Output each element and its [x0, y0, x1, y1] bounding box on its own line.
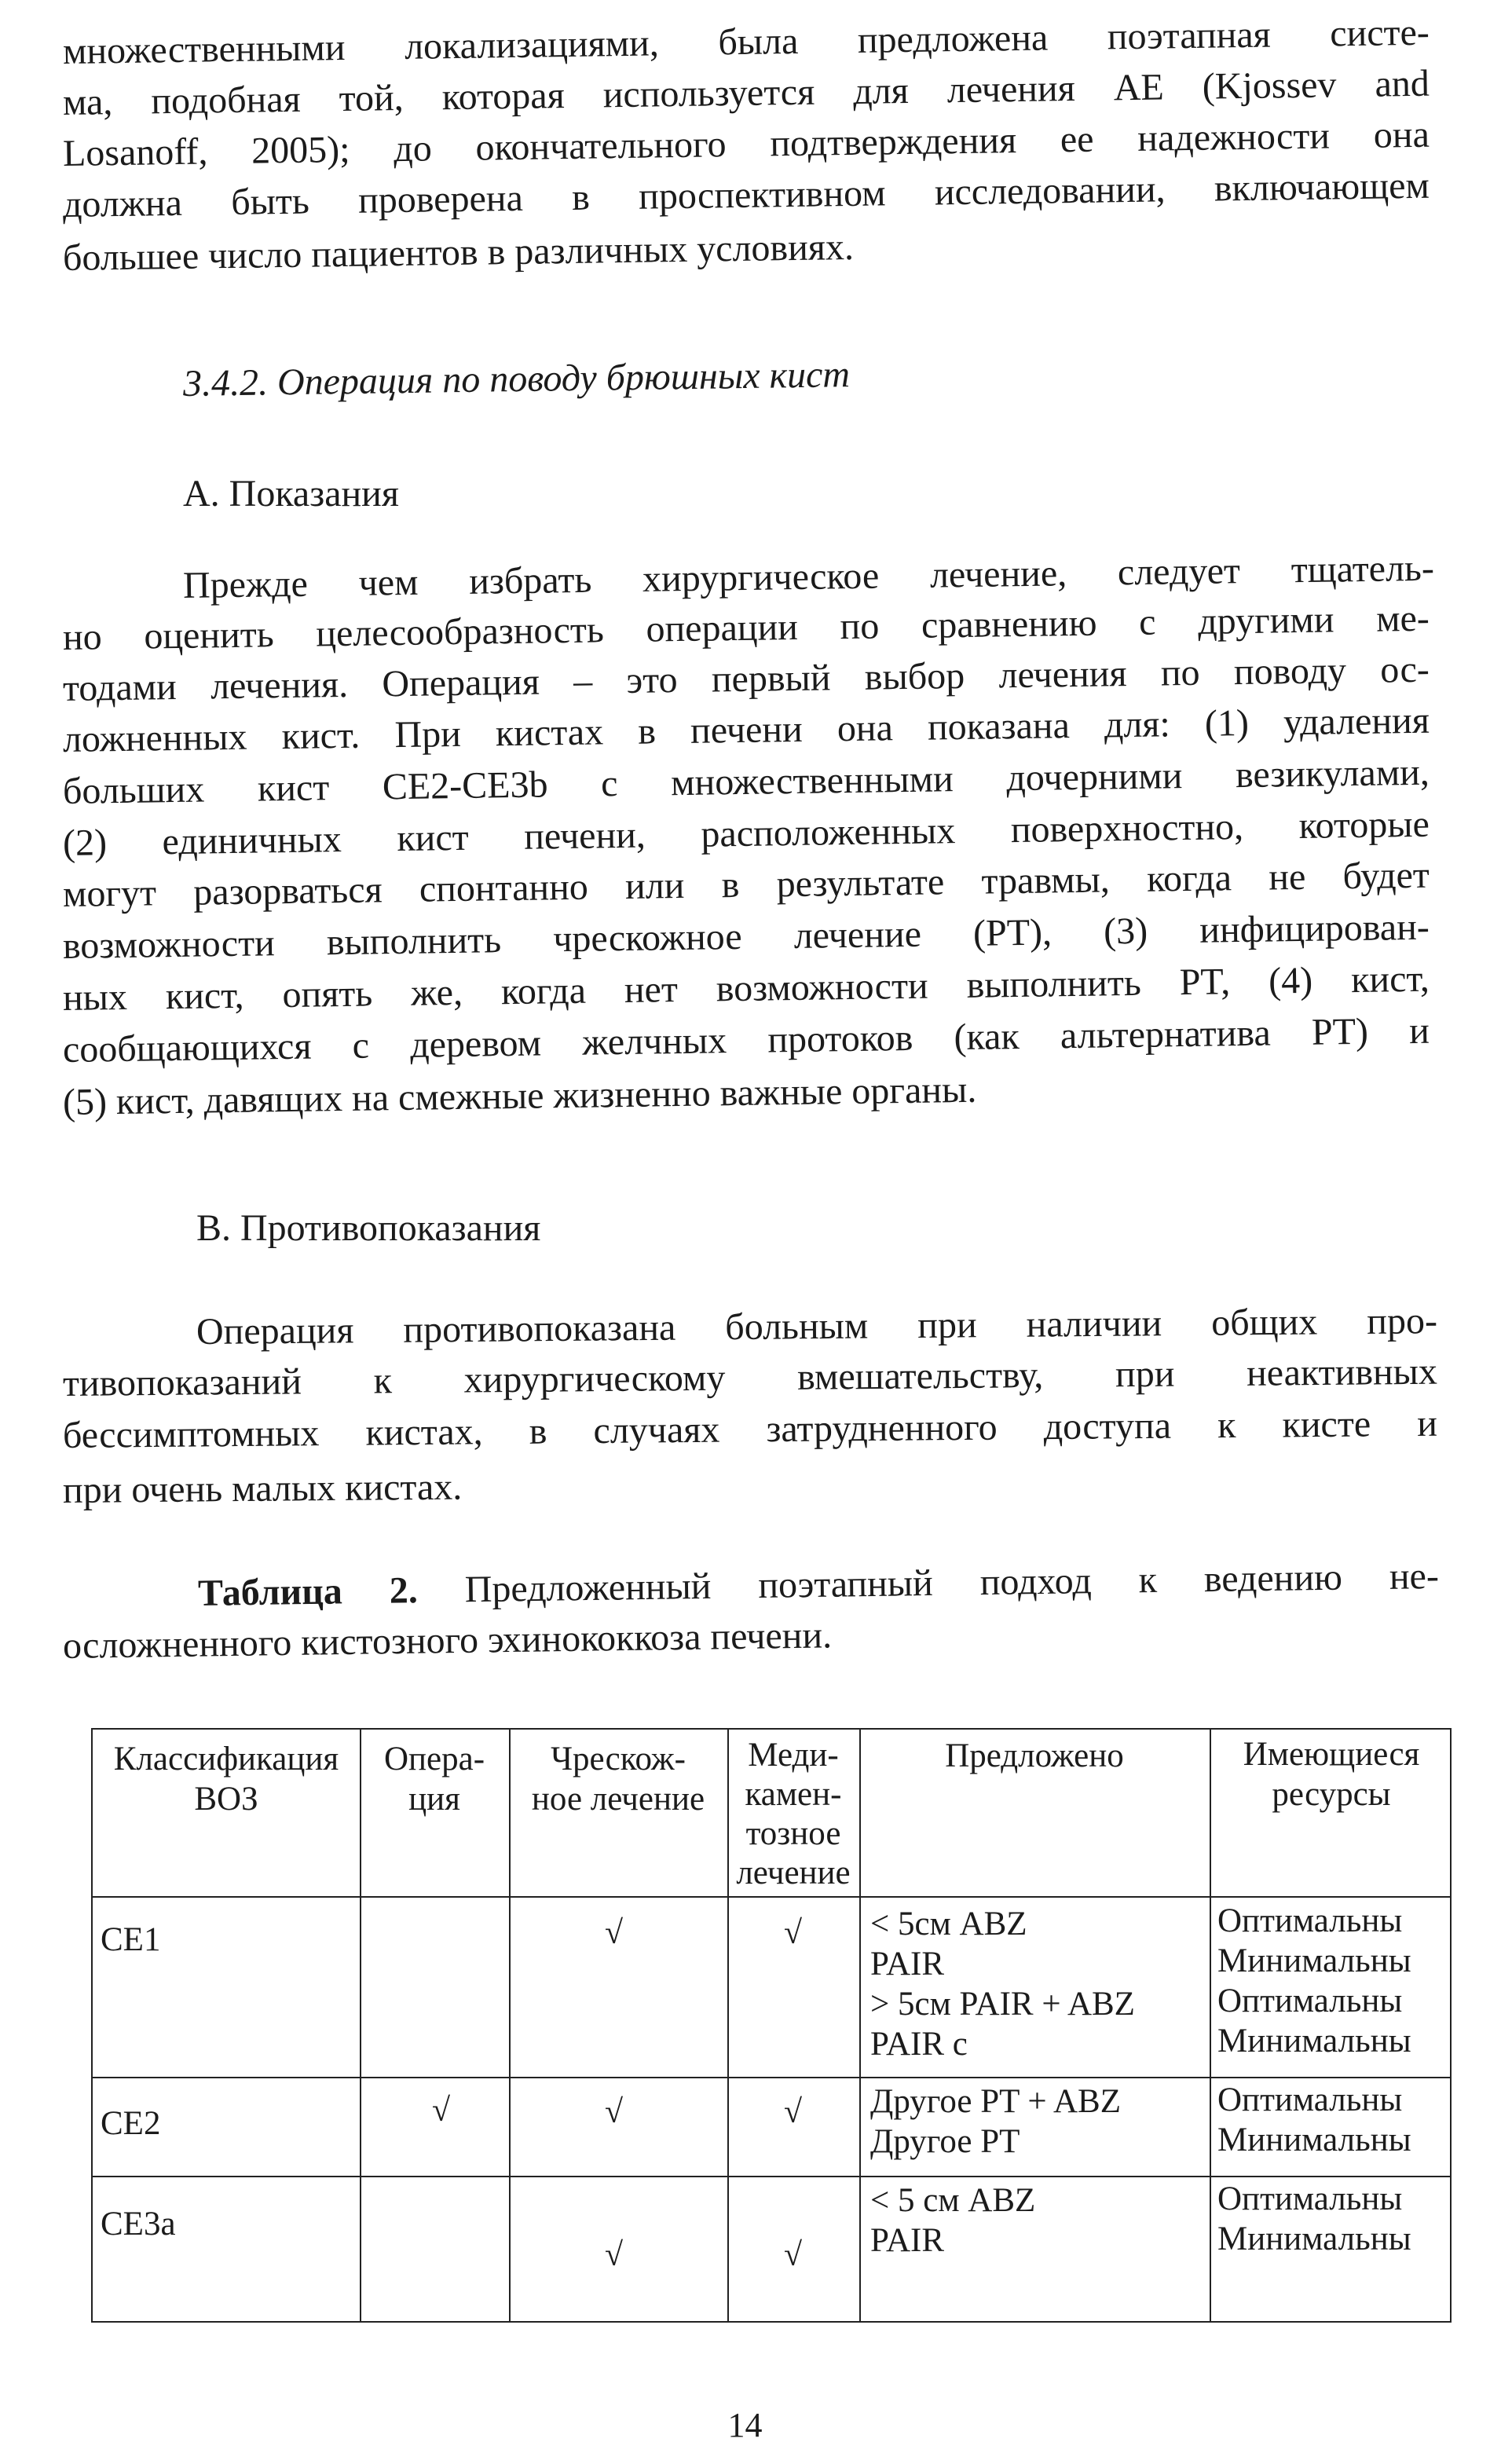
check-mark: √	[605, 2237, 624, 2273]
row-ce2-proposed: Другое PT + ABZ Другое PT	[870, 2083, 1121, 2160]
table-grid-line	[93, 1896, 1450, 1898]
text-line: бессимптомных кистах, в случаях затрудненного доступа к кисте и	[62, 1402, 1438, 1456]
row-ce3a-classification: CE3a	[101, 2206, 176, 2242]
row-ce2-classification: CE2	[101, 2105, 161, 2142]
row-ce3a-resources: Оптимальны Минимальны	[1217, 2180, 1411, 2257]
check-mark: √	[432, 2092, 451, 2129]
table-caption-text: Предложенный поэтапный подход к ведению не-	[464, 1554, 1440, 1611]
section-heading: 3.4.2. Операция по поводу брюшных кист	[182, 353, 851, 405]
header-operation: Опера- ция	[383, 1741, 485, 1818]
check-mark: √	[784, 1915, 803, 1951]
text-line: Операция противопоказана больным при наличии общих про-	[196, 1300, 1438, 1353]
row-ce3a-proposed: < 5 см ABZ PAIR	[870, 2182, 1036, 2259]
text-line: тодами лечения. Операция – это первый выбор лечения по поводу ос-	[62, 648, 1430, 709]
table-grid-line	[1210, 1730, 1211, 2321]
text-line: (2) единичных кист печени, расположенных поверхностно, которые	[62, 803, 1430, 864]
row-ce1-resources: Оптимальны Минимальны Оптимальны Минимальны	[1217, 1902, 1411, 2059]
text-line: могут разорваться спонтанно или в результате травмы, когда не будет	[62, 854, 1430, 915]
text-line: возможности выполнить чрескожное лечение (PT), (3) инфицирован-	[62, 906, 1430, 967]
text-line: Losanoff, 2005); до окончательного подтверждения ее надежности она	[62, 113, 1430, 174]
table-caption-label: Таблица 2.	[197, 1569, 419, 1614]
check-mark: √	[605, 1915, 624, 1951]
header-percutaneous: Чрескож- ное лечение	[531, 1741, 705, 1818]
text-line: множественными локализациями, была предложена поэтапная систе-	[62, 11, 1430, 72]
check-mark: √	[784, 2237, 803, 2273]
text-line: должна быть проверена в проспективном исследовании, включающем	[62, 164, 1430, 225]
text-line: большее число пациентов в различных условиях.	[62, 225, 855, 279]
table-caption-continuation: осложненного кистозного эхинококкоза печени.	[62, 1614, 833, 1667]
row-ce1-classification: CE1	[101, 1921, 161, 1958]
subheading-indications: А. Показания	[183, 473, 399, 514]
text-line: при очень малых кистах.	[62, 1466, 463, 1511]
header-resources: Имеющиеся ресурсы	[1243, 1736, 1420, 1813]
staging-table	[91, 1728, 1452, 2323]
header-proposed: Предложено	[945, 1737, 1124, 1774]
text-line: больших кист CE2-CE3b с множественными дочерними везикулами,	[62, 751, 1430, 812]
text-line: ложненных кист. При кистах в печени она показана для: (1) удаления	[62, 699, 1430, 760]
table-caption	[197, 1554, 1440, 1614]
table-grid-line	[93, 2077, 1450, 2078]
text-line: тивопоказаний к хирургическому вмешательству, при неактивных	[62, 1350, 1438, 1404]
text-line: (5) кист, давящих на смежные жизненно важные органы.	[62, 1068, 977, 1123]
header-drug-therapy: Меди- камен- тозное лечение	[736, 1737, 851, 1891]
row-ce1-proposed: < 5см ABZ PAIR > 5см PAIR + ABZ PAIR c	[870, 1906, 1135, 2063]
text-line: сообщающихся с деревом желчных протоков (как альтернатива PT) и	[62, 1009, 1430, 1071]
row-ce2-resources: Оптимальны Минимальны	[1217, 2081, 1411, 2158]
table-grid-line	[93, 2176, 1450, 2177]
page-number: 14	[727, 2406, 763, 2444]
header-classification: Классификация ВОЗ	[113, 1741, 339, 1818]
check-mark: √	[605, 2094, 624, 2130]
text-line: ма, подобная той, которая используется для лечения AE (Kjossev and	[62, 62, 1430, 123]
table-grid-line	[859, 1730, 861, 2321]
text-line: но оценить целесообразность операции по сравнению с другими ме-	[62, 597, 1430, 658]
text-line: Прежде чем избрать хирургическое лечение, следует тщатель-	[182, 547, 1435, 606]
check-mark: √	[784, 2094, 803, 2130]
subheading-contraindications: В. Противопоказания	[196, 1207, 541, 1249]
text-line: ных кист, опять же, когда нет возможности выполнить PT, (4) кист,	[62, 957, 1430, 1019]
